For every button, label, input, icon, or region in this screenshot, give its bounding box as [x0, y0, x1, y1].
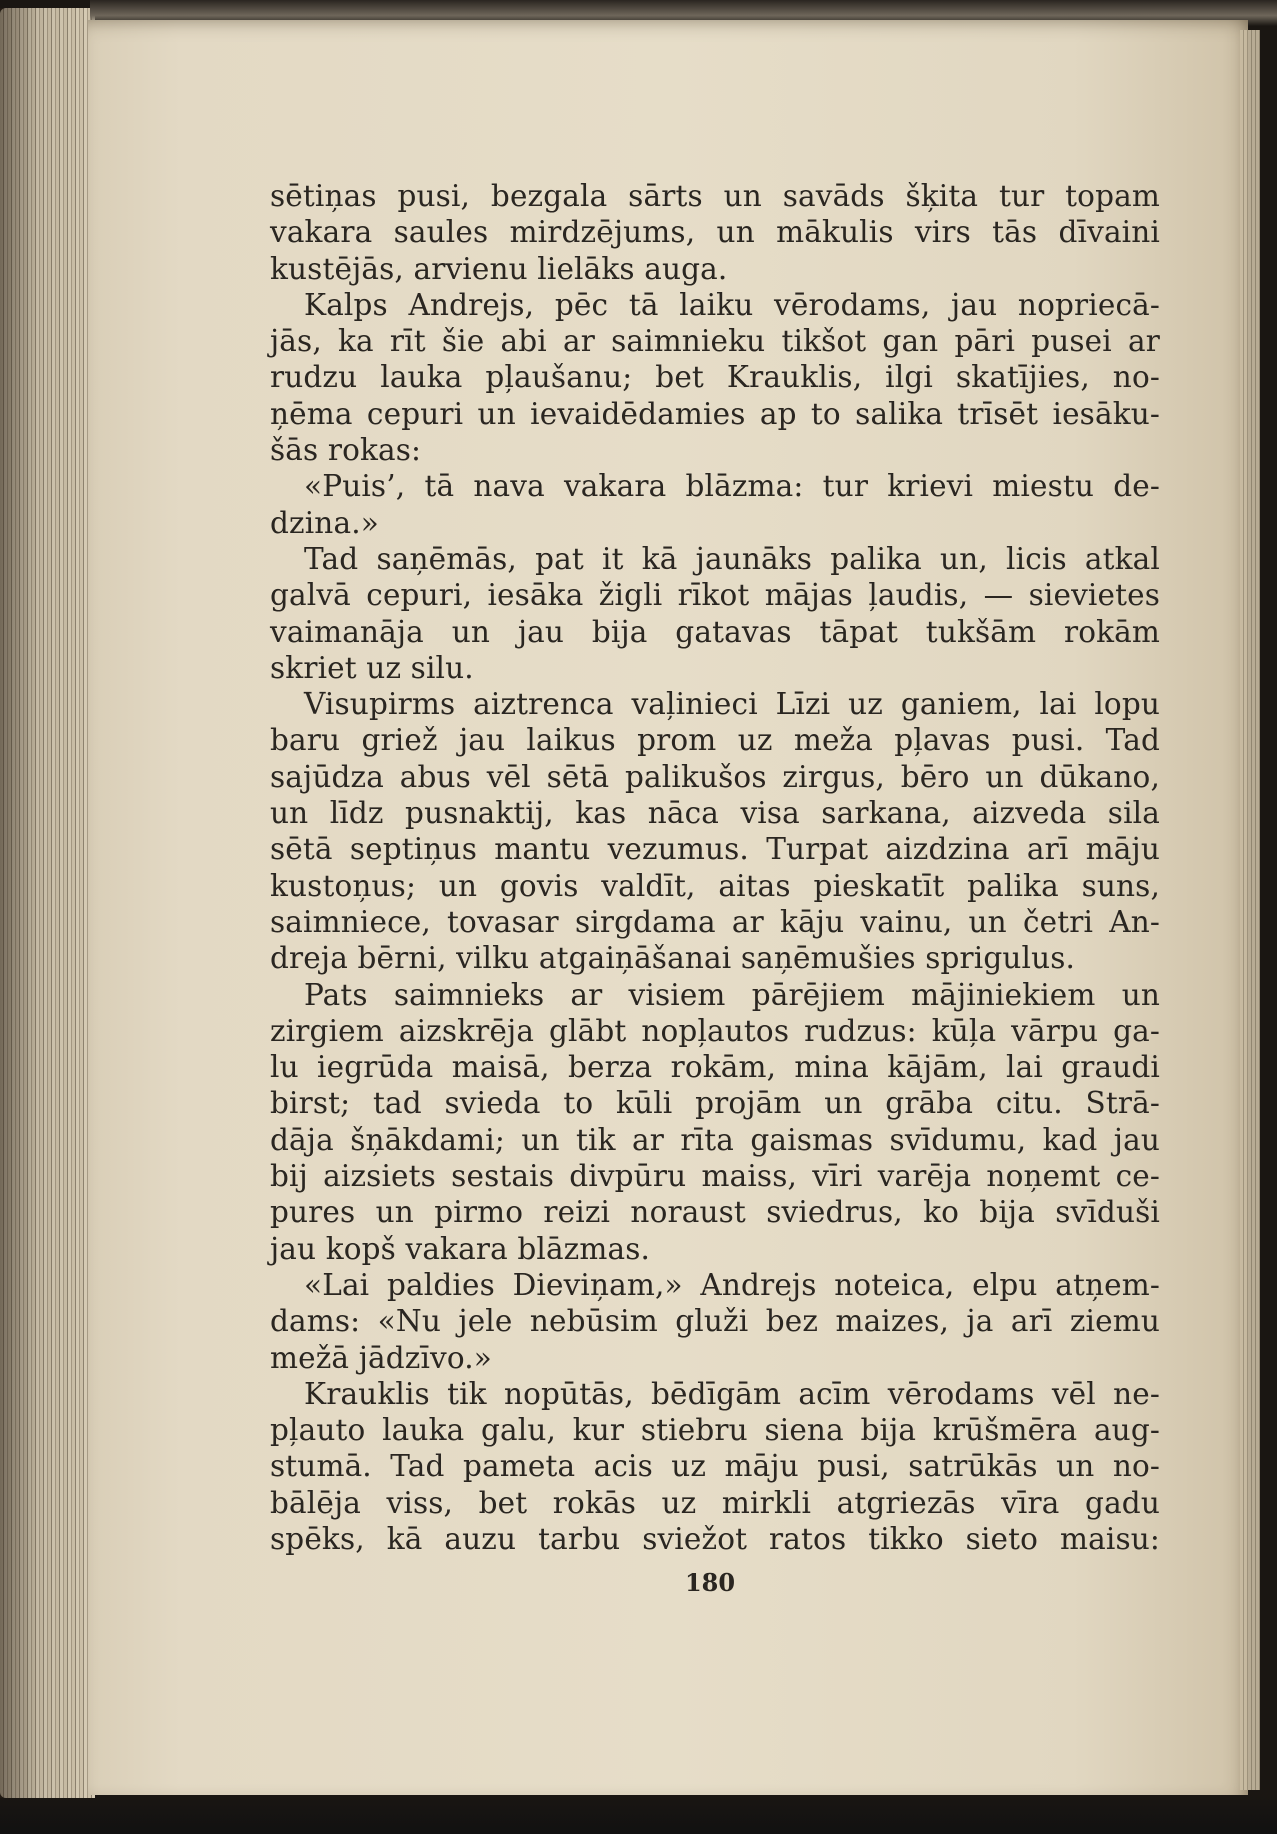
text-line: vaimanāja un jau bija gatavas tāpat tukšām rokām	[270, 614, 1160, 649]
text-line: ņēma cepuri un ievaidēdamies ap to salika trīsēt iesāku-	[270, 396, 1160, 431]
text-line: dzina.»	[270, 505, 379, 540]
text-line: stumā. Tad pameta acis uz māju pusi, satrūkās un no-	[270, 1449, 1160, 1484]
text-line: jās, ka rīt šie abi ar saimnieku tikšot gan pāri pusei ar	[270, 324, 1160, 359]
text-line: saimniece, tovasar sirgdama ar kāju vainu, un četri An-	[270, 904, 1160, 939]
text-line: Visupirms aiztrenca vaļinieci Līzi uz ganiem, lai lopu	[304, 687, 1160, 722]
text-line: sajūdza abus vēl sētā palikušos zirgus, bēro un dūkano,	[270, 759, 1160, 794]
text-line: sētiņas pusi, bezgala sārts un savāds šķita tur topam	[270, 179, 1160, 213]
text-line: kustoņus; un govis valdīt, aitas pieskatīt palika suns,	[270, 868, 1160, 903]
text-line: vakara saules mirdzējums, un mākulis virs tās dīvaini	[270, 215, 1160, 250]
text-line: dāja šņākdami; un tik ar rīta gaismas svīdumu, kad jau	[270, 1122, 1160, 1157]
text-line: sētā septiņus mantu vezumus. Turpat aizdzina arī māju	[270, 832, 1160, 867]
text-line: spēks, kā auzu tarbu sviežot ratos tikko sieto maisu:	[270, 1521, 1160, 1556]
text-line: zirgiem aizskrēja glābt nopļautos rudzus: kūļa vārpu ga-	[270, 1013, 1160, 1048]
text-line: Kalps Andrejs, pēc tā laiku vērodams, jau nopriecā-	[304, 287, 1160, 322]
text-line: Pats saimnieks ar visiem pārējiem mājiniekiem un	[304, 977, 1160, 1012]
body-text	[270, 178, 1160, 1557]
text-line: baru griež jau laikus prom uz meža pļavas pusi. Tad	[270, 723, 1160, 758]
text-line: pļauto lauka galu, kur stiebru siena bija krūšmēra aug-	[270, 1413, 1160, 1448]
text-line: birst; tad svieda to kūli projām un grāba citu. Strā-	[270, 1086, 1160, 1121]
text-line: bij aizsiets sestais divpūru maiss, vīri varēja noņemt ce-	[270, 1159, 1160, 1194]
text-line: Krauklis tik nopūtās, bēdīgām acīm vērodams vēl ne-	[304, 1376, 1160, 1411]
text-line: skriet uz silu.	[270, 650, 474, 685]
text-line: un līdz pusnaktij, kas nāca visa sarkana, aizveda sila	[270, 796, 1160, 831]
page-number: 180	[684, 1568, 736, 1597]
text-line: «Lai paldies Dieviņam,» Andrejs noteica, elpu atņem-	[304, 1267, 1160, 1302]
text-line: lu iegrūda maisā, berza rokām, mina kājām, lai graudi	[270, 1050, 1160, 1085]
text-line: «Puis’, tā nava vakara blāzma: tur krievi miestu de-	[304, 469, 1160, 504]
text-line: dams: «Nu jele nebūsim gluži bez maizes, ja arī ziemu	[270, 1304, 1160, 1339]
text-line: kustējās, arvienu lielāks auga.	[270, 251, 728, 286]
text-line: bālēja viss, bet rokās uz mirkli atgriezās vīra gadu	[270, 1485, 1160, 1520]
text-line: Tad saņēmās, pat it kā jaunāks palika un, licis atkal	[304, 541, 1160, 576]
text-line: pures un pirmo reizi noraust sviedrus, ko bija svīduši	[270, 1195, 1160, 1230]
text-line: mežā jādzīvo.»	[270, 1340, 492, 1375]
text-line: šās rokas:	[270, 433, 422, 468]
text-line: rudzu lauka pļaušanu; bet Krauklis, ilgi skatījies, no-	[270, 360, 1160, 395]
text-line: galvā cepuri, iesāka žigli rīkot mājas ļaudis, — sievietes	[270, 578, 1160, 613]
text-line: jau kopš vakara blāzmas.	[270, 1231, 651, 1266]
right-page-edges	[1240, 30, 1260, 1790]
text-line: dreja bērni, vilku atgaiņāšanai saņēmušies sprigulus.	[270, 941, 1076, 976]
book-page-edges	[0, 8, 95, 1798]
